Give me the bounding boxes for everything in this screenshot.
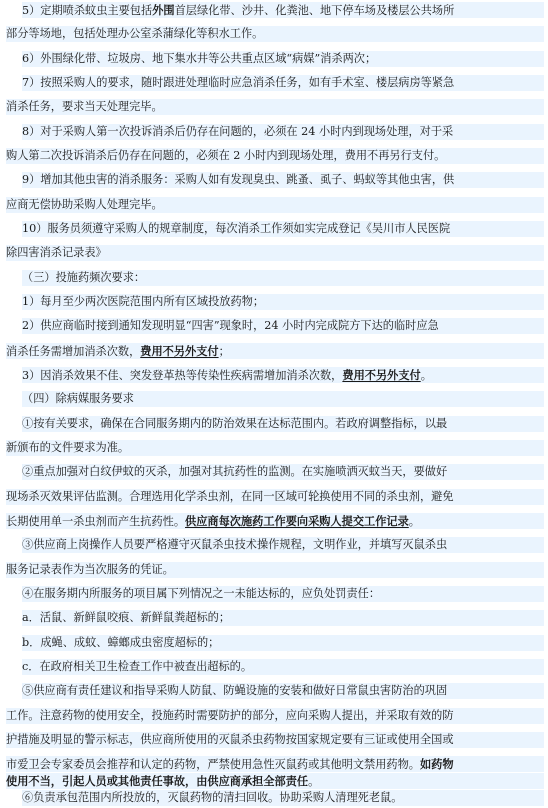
frequency-item-1: 1）每月至少两次医院范围内所有区域投放药物； (22, 294, 544, 310)
requirement-3-line-2: 服务记录表作为当次服务的凭证。 (6, 562, 544, 578)
section-3-heading: （三）投施药频次要求： (22, 270, 544, 286)
requirement-3-line-1: ③供应商上岗操作人员要严格遵守灭鼠杀虫技术操作规程，文明作业，并填写灭鼠杀虫 (22, 537, 544, 553)
requirement-5-line-4: 市爱卫会专家委员会推荐和认定的药物，严禁使用急性灭鼠药或其他明文禁用药物。如药物 (6, 756, 544, 772)
requirement-1-line-2: 新颁布的文件要求为准。 (6, 440, 544, 456)
requirement-5-line-1: ⑤供应商有责任建议和指导采购人防鼠、防蝇设施的安装和做好日常鼠虫害防治的巩固 (22, 683, 544, 699)
frequency-item-2-line-2: 消杀任务需增加消杀次数，费用不另外支付； (6, 343, 544, 359)
requirement-5-line-5: 使用不当，引起人员或其他责任事故，由供应商承担全部责任。 (6, 773, 544, 789)
item-9-line-2: 应商无偿协助采购人处理完毕。 (6, 197, 544, 213)
penalty-item-c: c．在政府相关卫生检查工作中被查出超标的。 (22, 659, 544, 675)
requirement-6-line: ⑥负责承包范围内所投放的，灭鼠药物的清扫回收。协助采购人清理死老鼠。 (22, 790, 544, 806)
frequency-item-3: 3）因消杀效果不佳、突发登革热等传染性疾病需增加消杀次数，费用不另外支付。 (22, 367, 544, 383)
requirement-1-line-1: ①按有关要求，确保在合同服务期内的防治效果在达标范围内。若政府调整指标，以最 (22, 416, 544, 432)
requirement-5-line-2: 工作。注意药物的使用安全，投施药时需要防护的部分，应向采购人提出，并采取有效的防 (6, 708, 544, 724)
item-7-line-2: 消杀任务，要求当天处理完毕。 (6, 99, 544, 115)
requirement-5-line-3: 护措施及明显的警示标志，供应商所使用的灭鼠杀虫药物按国家规定要有三证或使用全国或 (6, 732, 544, 748)
requirement-2-line-2: 现场杀灭效果评估监测。合理选用化学杀虫剂，在同一区域可轮换使用不同的杀虫剂，避免 (6, 489, 544, 505)
item-10-line-1: 10）服务员须遵守采购人的规章制度，每次消杀工作须如实完成登记《吴川市人民医院 (22, 221, 544, 237)
requirement-4-line: ④在服务期内所服务的项目属下列情况之一未能达标的，应负处罚责任： (22, 586, 544, 602)
section-4-heading: （四）除病媒服务要求 (22, 391, 544, 407)
item-5-line-1: 5）定期喷杀蚊虫主要包括外围首层绿化带、沙井、化粪池、地下停车场及楼层公共场所 (22, 2, 544, 18)
item-7-line-1: 7）按照采购人的要求，随时跟进处理临时应急消杀任务，如有手术室、楼层病房等紧急 (22, 75, 544, 91)
item-8-line-1: 8）对于采购人第一次投诉消杀后仍存在问题的，必须在 24 小时内到现场处理，对于采 (22, 124, 544, 140)
item-5-line-2: 部分等场地，包括处理办公室杀蒲绿化等积水工作。 (6, 26, 544, 42)
item-8-line-2: 购人第二次投诉消杀后仍存在问题的，必须在 2 小时内到现场处理，费用不再另行支付。 (6, 148, 544, 164)
item-6-line: 6）外围绿化带、垃圾房、地下集水井等公共重点区域“病媒”消杀两次； (22, 51, 544, 67)
requirement-2-line-1: ②重点加强对白纹伊蚊的灭杀，加强对其抗药性的监测。在实施喷洒灭蚊当天，要做好 (22, 464, 544, 480)
frequency-item-2-line-1: 2）供应商临时接到通知发现明显“四害”现象时，24 小时内完成院方下达的临时应急 (22, 318, 544, 334)
penalty-item-a: a．活鼠、新鲜鼠咬痕、新鲜鼠粪超标的； (22, 610, 544, 626)
requirement-2-line-3: 长期使用单一杀虫剂而产生抗药性。供应商每次施药工作要向采购人提交工作记录。 (6, 513, 544, 529)
item-10-line-2: 除四害消杀记录表》 (6, 245, 544, 261)
penalty-item-b: b．成蝇、成蚊、蟑螂成虫密度超标的； (22, 635, 544, 651)
item-9-line-1: 9）增加其他虫害的消杀服务：采购人如有发现臭虫、跳蚤、虱子、蚂蚁等其他虫害，供 (22, 172, 544, 188)
